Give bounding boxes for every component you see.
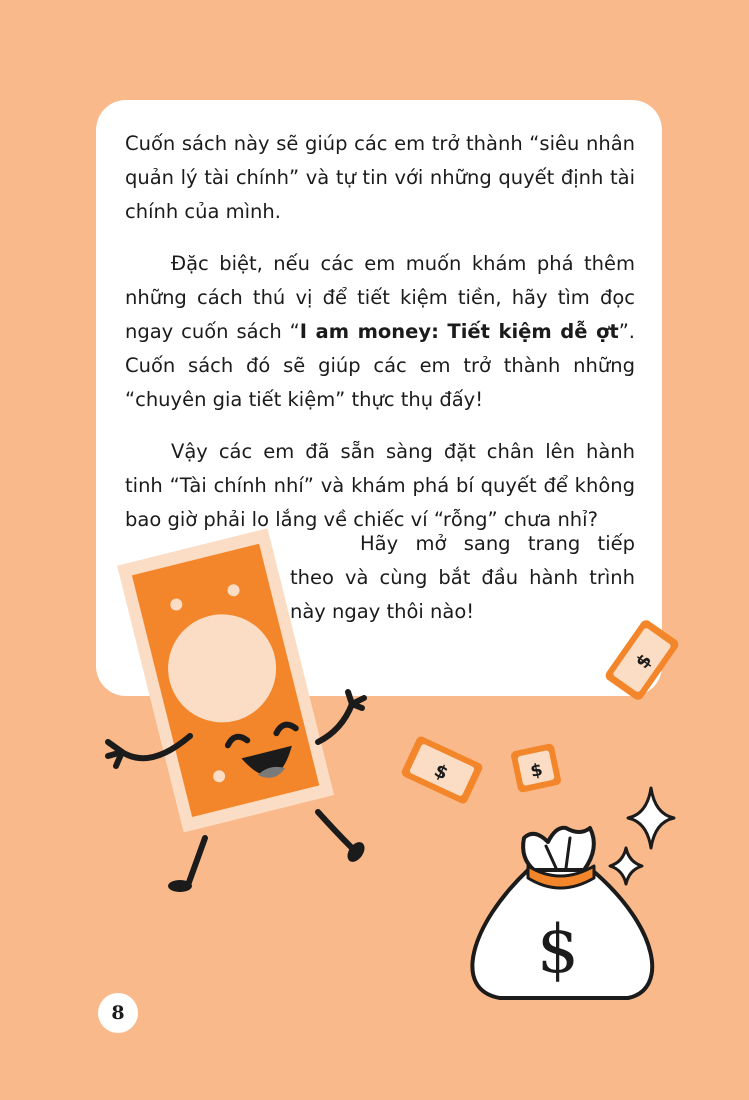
paragraph-1: Cuốn sách này sẽ giúp các em trở thành “siêu nhân quản lý tài chính” và tự tin với những quyết định tài chính của mình. [125, 132, 635, 223]
flying-banknote-icon [510, 743, 562, 793]
flying-banknote-icon [603, 618, 680, 702]
sparkle-icon [610, 848, 642, 884]
banknote-dollar-sign: $ [631, 650, 657, 673]
flying-banknote-icon [400, 735, 484, 805]
banknote-dollar-sign: $ [430, 760, 452, 785]
banknote-dollar-sign: $ [528, 759, 545, 782]
paragraph-3: Vậy các em đã sẵn sàng đặt chân lên hành tinh “Tài chính nhí” và khám phá bí quyết để không bao giờ phải lo lắng về chiếc ví “rỗng” chưa nhỉ? [125, 440, 635, 531]
paragraph-4: Hãy mở sang trang tiếp theo và cùng bắt đầu hành trình này ngay thôi nào! [290, 532, 635, 623]
paragraph-2-end: ”. Cuốn sách đó sẽ giúp các em trở thành những “chuyên gia tiết kiệm” thực thụ đấy! [125, 320, 636, 411]
sparkle-icon [628, 788, 674, 848]
bag-dollar-sign: $ [537, 911, 579, 988]
paragraph-2-start: Đặc biệt, nếu các em muốn khám phá thêm những cách thú vị để tiết kiệm tiền, hãy tìm đọc ngay cuốn sách “ [125, 252, 635, 343]
page-number: 8 [98, 993, 138, 1033]
money-character-icon [108, 528, 368, 892]
book-title: I am money: Tiết kiệm dễ ợt [299, 320, 619, 343]
